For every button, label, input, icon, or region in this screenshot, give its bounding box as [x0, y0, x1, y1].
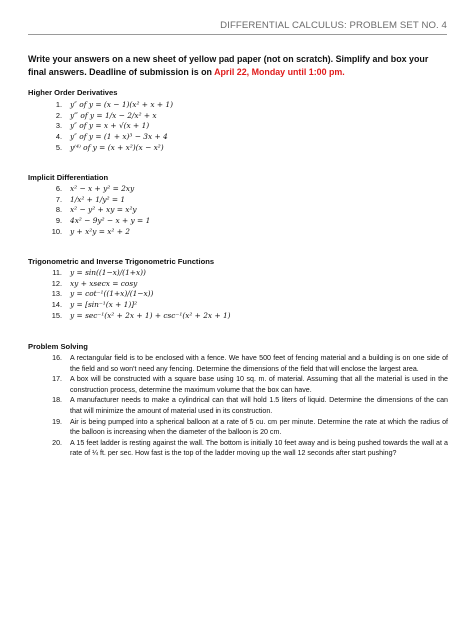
deadline: April 22, Monday until 1:00 pm. — [214, 67, 345, 77]
item-number: 15. — [51, 310, 62, 320]
equation: y″ of y = (x − 1)(x² + x + 1) — [70, 100, 173, 109]
item-number: 10. — [51, 226, 62, 236]
item-number: 3. — [55, 121, 62, 131]
list-item — [28, 121, 448, 132]
list-item — [28, 438, 448, 459]
list-item — [28, 311, 448, 322]
problem-text: Air is being pumped into a spherical balloon at a rate of 5 cu. cm per minute. Determine the rate at which the radius of the balloon is increasing when the diameter of the balloon is 20 cm. — [70, 417, 448, 437]
equation: y‴ of y = 1/x − 2/x² + x — [70, 110, 157, 120]
equation: 1/x² + 1/y² = 1 — [70, 194, 126, 204]
equation: y″ of y = (1 + x)³ − 3x + 4 — [70, 132, 168, 142]
item-number: 16. — [52, 354, 62, 362]
equation: 4x² − 9y² − x + y = 1 — [70, 216, 151, 226]
list-problem-solving — [28, 353, 448, 459]
problem-text: A manufacturer needs to make a cylindrical can that will hold 1.5 liters of liquid. Determine the dimensions of the can that will minimize the amount of material used in its construction. — [70, 396, 448, 415]
list-item — [28, 184, 448, 195]
item-number: 11. — [52, 268, 62, 277]
equation: y = sec⁻¹(x² + 2x + 1) + csc⁻¹(x² + 2x + 1) — [70, 310, 231, 320]
list-item — [28, 111, 448, 122]
list-item — [28, 300, 448, 311]
item-number: 13. — [51, 289, 62, 299]
item-number: 12. — [51, 278, 62, 288]
equation: y⁽⁴⁾ of y = (x + x²)(x − x²) — [70, 142, 164, 152]
document-header: DIFFERENTIAL CALCULUS: PROBLEM SET NO. 4 — [220, 20, 447, 31]
section-title-higher-order: Higher Order Derivatives — [28, 88, 118, 97]
section-title-implicit: Implicit Differentiation — [28, 173, 109, 182]
item-number: 14. — [51, 300, 62, 310]
equation: y = sin((1−x)/(1+x)) — [70, 268, 146, 277]
header-rule — [28, 34, 447, 35]
item-number: 9. — [55, 216, 62, 226]
list-item — [28, 353, 448, 374]
equation: xy + xsecx = cosy — [70, 278, 138, 288]
item-number: 6. — [55, 184, 62, 193]
instructions-text: Write your answers on a new sheet of yellow pad paper (not on scratch). Simplify and box your final answers. Deadline of submission is on — [28, 54, 429, 77]
equation: y = [sin⁻¹(x + 1)]² — [70, 300, 138, 310]
problem-text: A 15 feet ladder is resting against the wall. The bottom is initially 10 feet away and is being pushed towards the wall at a rate of ¼ ft. per sec. How fast is the top of the ladder moving up the wall 12 seconds after start pushing? — [70, 438, 448, 458]
item-number: 4. — [55, 132, 62, 142]
item-number: 17. — [52, 375, 62, 384]
item-number: 2. — [55, 110, 62, 120]
instructions — [28, 53, 448, 79]
list-item — [28, 132, 448, 143]
list-implicit — [28, 184, 448, 237]
list-item — [28, 268, 448, 279]
list-item — [28, 143, 448, 154]
list-item — [28, 417, 448, 438]
list-item — [28, 279, 448, 290]
equation: x² − y² + xy = x²y — [70, 205, 137, 215]
list-item — [28, 195, 448, 206]
list-item — [28, 227, 448, 238]
item-number: 1. — [55, 100, 62, 109]
equation: y = cot⁻¹((1+x)/(1−x)) — [70, 289, 154, 299]
list-higher-order — [28, 100, 448, 153]
section-title-trig: Trigonometric and Inverse Trigonometric Functions — [28, 257, 215, 266]
equation: y + x²y = x² + 2 — [70, 226, 130, 236]
item-number: 8. — [55, 205, 62, 215]
list-item — [28, 289, 448, 300]
item-number: 7. — [55, 194, 62, 204]
list-item — [28, 395, 448, 416]
item-number: 18. — [52, 396, 62, 405]
list-trig — [28, 268, 448, 321]
problem-text: A box will be constructed with a square base using 10 sq. m. of material. Assuming that all the material is used in the construction process, determine the maximum volume that the box can have. — [70, 375, 448, 394]
list-item — [28, 205, 448, 216]
item-number: 20. — [52, 438, 62, 447]
list-item — [28, 100, 448, 111]
equation: y″ of y = x + √(x + 1) — [70, 121, 150, 131]
list-item — [28, 374, 448, 395]
item-number: 19. — [52, 417, 62, 426]
item-number: 5. — [55, 142, 62, 152]
equation: x² − x + y² = 2xy — [70, 184, 135, 193]
list-item — [28, 216, 448, 227]
section-title-problem-solving: Problem Solving — [28, 342, 88, 351]
problem-text: A rectangular field is to be enclosed with a fence. We have 500 feet of fencing material and a building is on one side of the field and so won't need any fencing. Determine the dimensions of the field that will enclose the largest area. — [70, 354, 448, 373]
